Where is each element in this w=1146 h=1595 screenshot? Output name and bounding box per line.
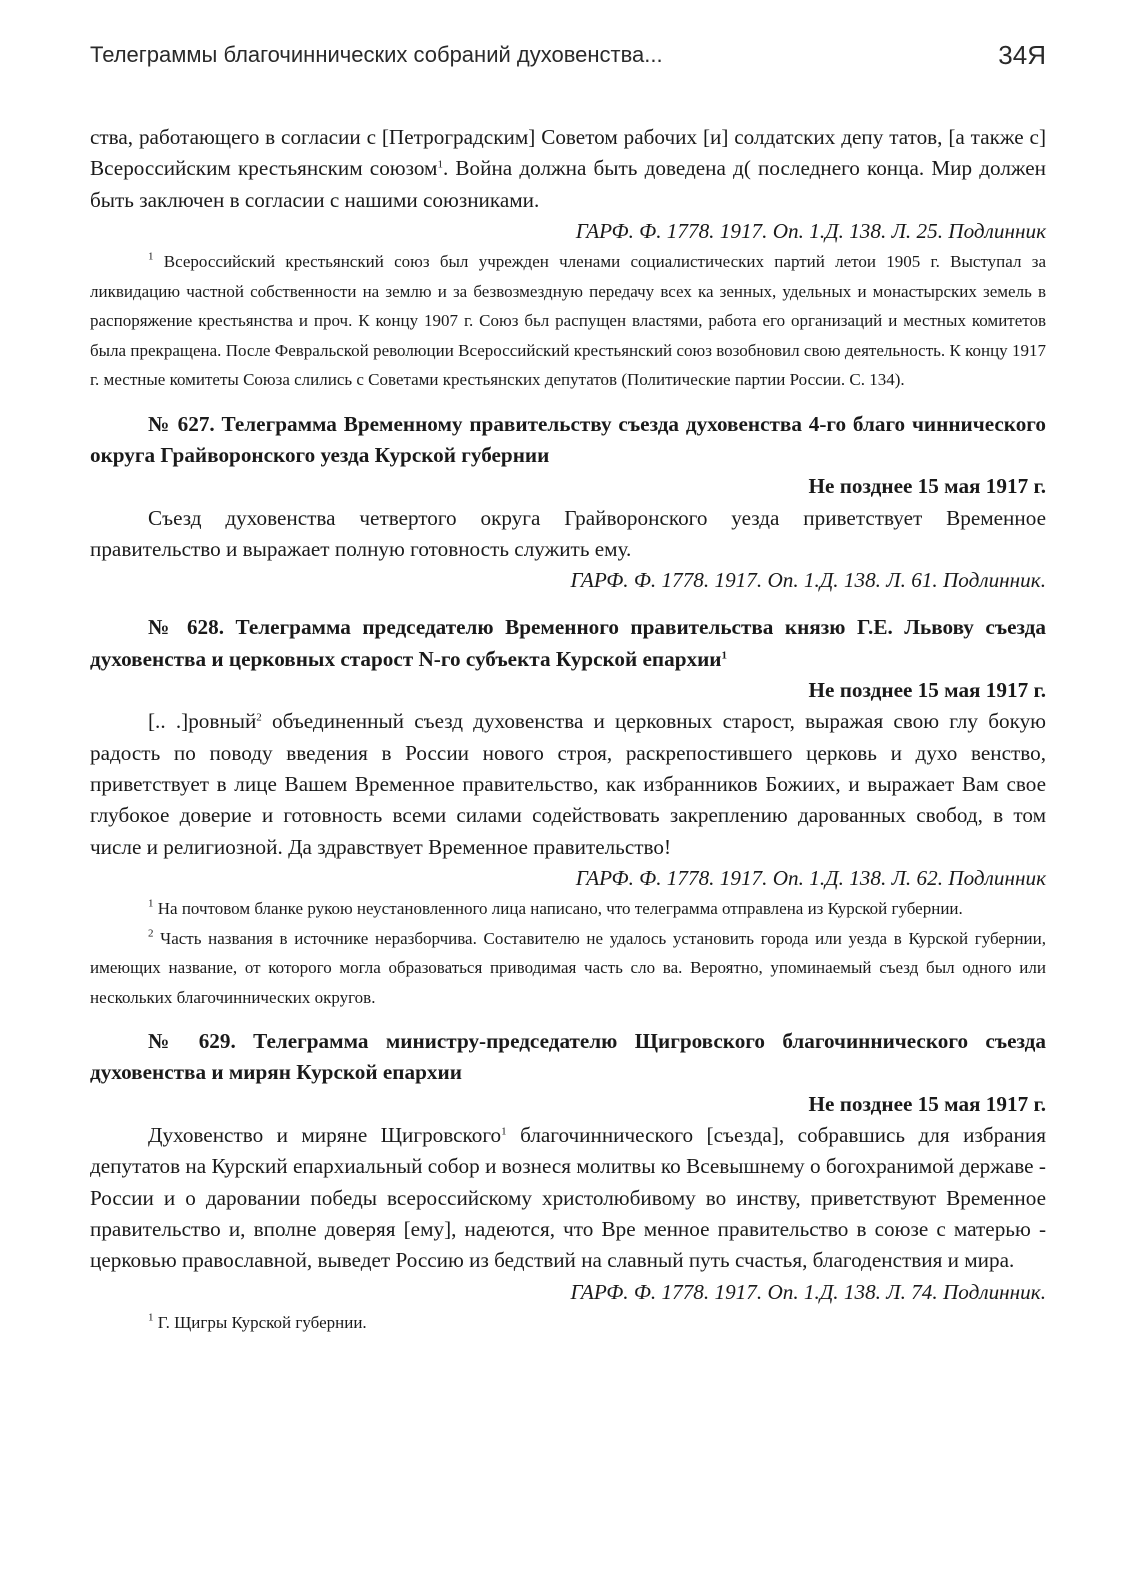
- document-heading-627: № 627. Телеграмма Временному правительству съезда духовенства 4-го благо чиннического округа Грайворонского уезда Курской губернии: [90, 411, 1046, 467]
- heading-text: № 628. Телеграмма председателю Временного правительства князю Г.Е. Львову съезда духовенства и церковных старост N-го субъекта Курской епархии: [90, 615, 1046, 671]
- footnote-ref: 1: [501, 1125, 507, 1138]
- footnote: [90, 894, 1046, 924]
- footnote: [90, 247, 1046, 395]
- document-date-628: Не позднее 15 мая 1917 г.: [808, 678, 1046, 703]
- archive-source-627: ГАРФ. Ф. 1778. 1917. Оп. 1.Д. 138. Л. 61. Подлинник.: [570, 568, 1046, 593]
- footnote: [90, 924, 1046, 1013]
- archive-source-628: ГАРФ. Ф. 1778. 1917. Оп. 1.Д. 138. Л. 62. Подлинник: [575, 865, 1046, 890]
- intro-text-part-1: ства, работающего в согласии с [Петроградским] Советом рабочих [и] солдатских депу татов, [а также с] Всероссийским крестьянским союзом: [90, 125, 1046, 181]
- footnote-ref: 2: [256, 711, 262, 724]
- document-text-628: [90, 706, 1046, 862]
- footnote-mark: 1: [148, 250, 154, 263]
- document-heading-629: № 629. Телеграмма министру-председателю Щигровского благочиннического съезда духовенства и мирян Курской епархии: [90, 1029, 1046, 1085]
- page-header: [90, 38, 1046, 78]
- document-text-627: Съезд духовенства четвертого округа Грайворонского уезда приветствует Временное правительство и выражает полную готовность служить ему.: [90, 505, 1046, 561]
- archive-source: ГАРФ. Ф. 1778. 1917. Оп. 1.Д. 138. Л. 25. Подлинник: [575, 218, 1046, 243]
- text-part-1: Духовенство и миряне Щигровского: [148, 1123, 502, 1148]
- document-text-629: [90, 1120, 1046, 1276]
- text-part-2: объединенный съезд духовенства и церковных старост, выражая свою глу бокую радость по поводу введения в России нового строя, раскрепостившего церковь и духо венство, приветствует в лице Вашем Временное правительство, как избранников Божиих, и выражает Вам свое глубокое доверие и готовность всеми силами содействовать закреплению дарованных свобод, в том числе и религиозной. Да здравствует Временное правительство!: [90, 709, 1046, 859]
- archive-source-629: ГАРФ. Ф. 1778. 1917. Оп. 1.Д. 138. Л. 74. Подлинник.: [570, 1279, 1046, 1304]
- footnote: [90, 1308, 1046, 1338]
- footnote-mark: 1: [148, 897, 154, 910]
- footnote-ref: 1: [437, 158, 443, 171]
- footnote-text: Г. Щигры Курской губернии.: [153, 1312, 367, 1332]
- footnote-text: Всероссийский крестьянский союз был учрежден членами социалистических партий летои 1905 г. Выступал за ликвидацию частной собственности на землю и за безвозмездную передачу всех ка зенных, удельных и монастырских земель в распоряжение крестьянства и проч. К концу 1907 г. Союз бьл распущен властями, работа его организаций и местных комитетов была прекращена. После Февральской революции Всероссийский крестьянский союз возобновил свою деятельность. К концу 1917 г. местные комитеты Союза слились с Советами крестьянских депутатов (Политические партии России. С. 134).: [90, 252, 1046, 390]
- footnote-ref: 1: [721, 649, 727, 662]
- footnote-text: Часть названия в источнике неразборчива. Составителю не удалось установить города или уезда в Курской губернии, имеющих название, от которого могла образоваться приводимая часть сло ва. Вероятно, упоминаемый съезд был одного или нескольких благочиннических округов.: [90, 928, 1046, 1007]
- footnotes: [90, 247, 1046, 395]
- footnote-mark: 2: [148, 926, 154, 939]
- document-heading-628: [90, 612, 1046, 675]
- footnote-mark: 1: [148, 1311, 154, 1324]
- document-page: [90, 38, 1046, 1337]
- intro-paragraph: [90, 122, 1046, 216]
- document-date-629: Не позднее 15 мая 1917 г.: [808, 1091, 1046, 1116]
- footnotes-628: [90, 894, 1046, 1012]
- running-title: Телеграммы благочиннических собраний духовенства...: [90, 42, 663, 67]
- footnotes-629: [90, 1308, 1046, 1338]
- text-part-1: [.. .]ровный: [148, 709, 257, 734]
- page-number: 34Я: [998, 40, 1046, 70]
- document-date-627: Не позднее 15 мая 1917 г.: [808, 474, 1046, 499]
- intro-text-part-2: . Война должна быть доведена д( последнего конца. Мир должен быть заключен в согласии с нашими союзниками.: [90, 156, 1046, 212]
- text-part-2: благочиннического [съезда], собравшись для избрания депутатов на Курский епархиальный собор и вознеся молитвы ко Всевышнему о богохранимой державе - России и о даровании победы всероссийскому христолюбивому во инству, приветствуют Временное правительство и, вполне доверяя [ему], надеются, что Вре менное правительство в союзе с матерью - церковью православной, выведет Россию из бедствий на славный путь счастья, благоденствия и мира.: [90, 1123, 1046, 1273]
- footnote-text: На почтовом бланке рукою неустановленного лица написано, что телеграмма отправлена из Курской губернии.: [153, 899, 963, 919]
